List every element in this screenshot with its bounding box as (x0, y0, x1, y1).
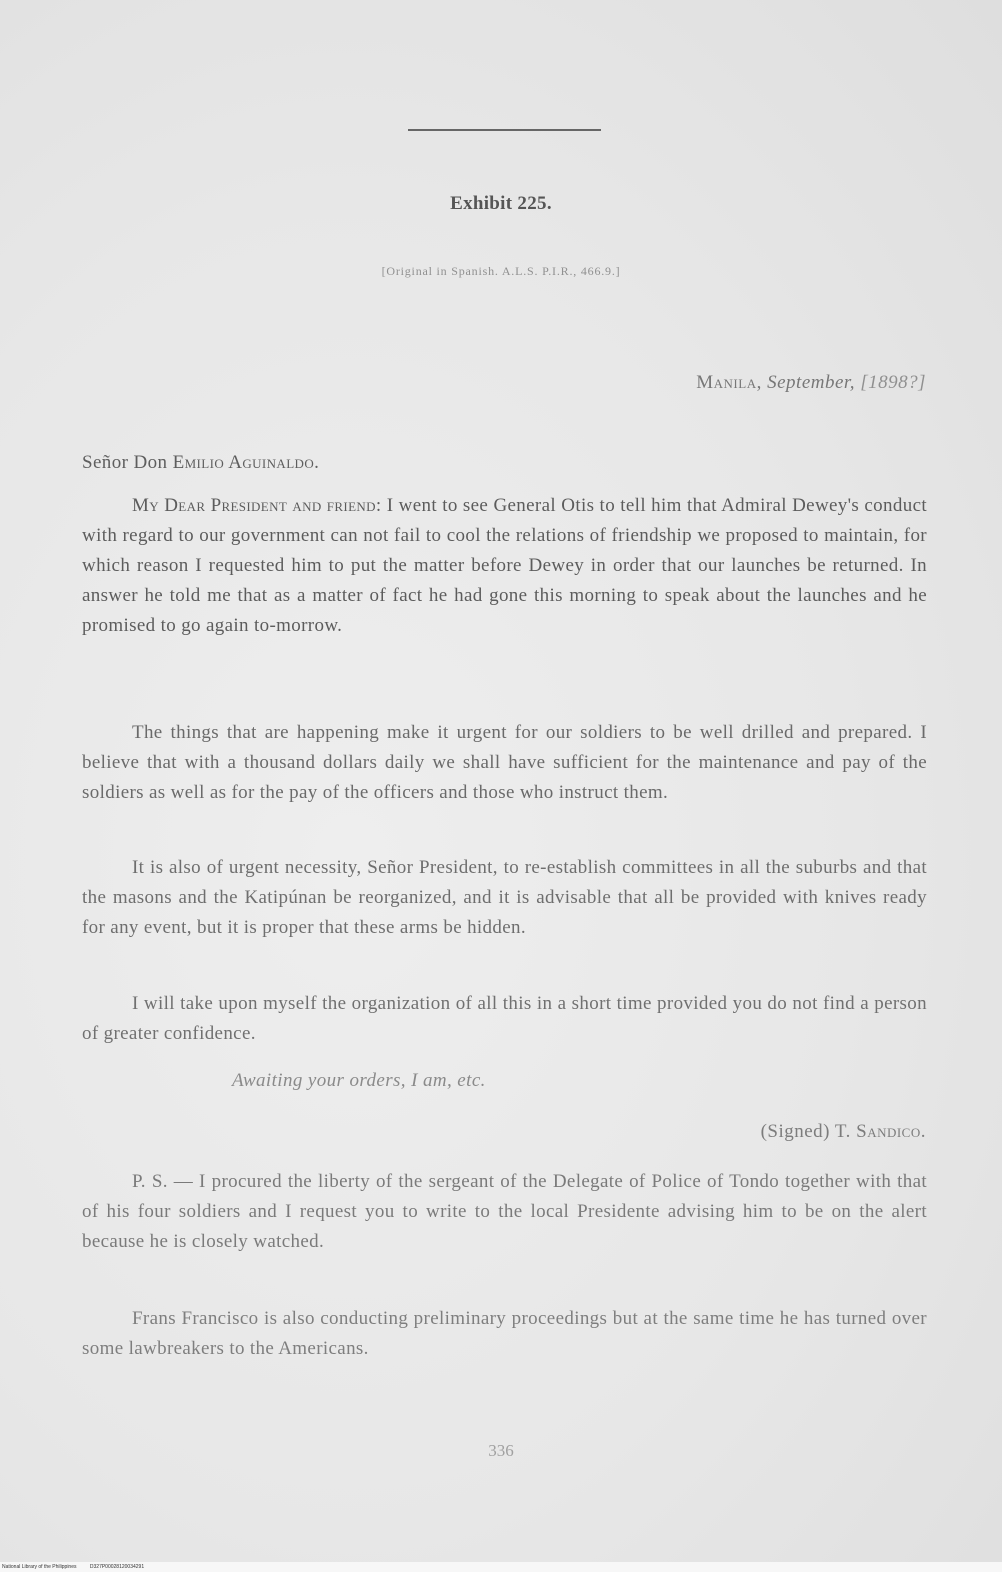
archive-footer (0, 1562, 1002, 1572)
postscript (82, 1167, 927, 1257)
original-note: [Original in Spanish. A.L.S. P.I.R., 466.9.] (381, 264, 621, 278)
footer-reference: D327P00028120034291 (89, 1564, 145, 1570)
postscript-text: P. S. — I procured the liberty of the sergeant of the Delegate of Police of Tondo together with that of his four soldiers and I request you to write to the local Presidente advising him to be on the alert because he is closely watched. (82, 1171, 927, 1252)
header-rule (408, 129, 601, 131)
salutation: My Dear President and friend: (132, 495, 382, 516)
exhibit-title: Exhibit 225. (450, 193, 552, 214)
letter-paragraph-6 (82, 1304, 927, 1364)
paragraph-3-text: It is also of urgent necessity, Señor President, to re-establish committees in all the suburbs and that the masons and the Katipúnan be reorganized, and it is advisable that all be provided with knives ready for any event, but it is proper that these arms be hidden. (82, 857, 927, 938)
place-date-line (696, 372, 926, 394)
paragraph-1-text: I went to see General Otis to tell him that Admiral Dewey's conduct with regard to our government can not fail to cool the relations of friendship we proposed to maintain, for which reason I requested him to put the matter before Dewey in order that our launches be returned. In answer he told me that as a matter of fact he had gone this morning to speak about the launches and he promised to go again to-morrow. (82, 495, 927, 636)
page-number: 336 (488, 1441, 514, 1460)
closing-line: Awaiting your orders, I am, etc. (232, 1070, 486, 1091)
signer-name: Sandico. (856, 1121, 926, 1142)
addressee-line (82, 452, 319, 474)
place: Manila, (696, 372, 762, 393)
addressee-prefix: Señor Don (82, 452, 168, 473)
footer-source: National Library of the Philippines (2, 1564, 77, 1570)
letter-paragraph-2 (82, 718, 927, 808)
year: [1898?] (860, 372, 926, 393)
paragraph-4-text: I will take upon myself the organization of all this in a short time provided you do not find a person of greater confidence. (82, 993, 927, 1044)
addressee-name: Emilio Aguinaldo. (172, 452, 320, 473)
signature-line (761, 1121, 926, 1143)
letter-paragraph-4 (82, 989, 927, 1049)
letter-paragraph-1 (82, 491, 927, 641)
month: September, (767, 372, 855, 393)
paragraph-2-text: The things that are happening make it urgent for our soldiers to be well drilled and prepared. I believe that with a thousand dollars daily we shall have sufficient for the maintenance and pay of the soldiers as well as for the pay of the officers and those who instruct them. (82, 722, 927, 803)
paragraph-6-text: Frans Francisco is also conducting preliminary proceedings but at the same time he has turned over some lawbreakers to the Americans. (82, 1308, 927, 1359)
signed-prefix: (Signed) T. (760, 1121, 851, 1142)
letter-paragraph-3 (82, 853, 927, 943)
